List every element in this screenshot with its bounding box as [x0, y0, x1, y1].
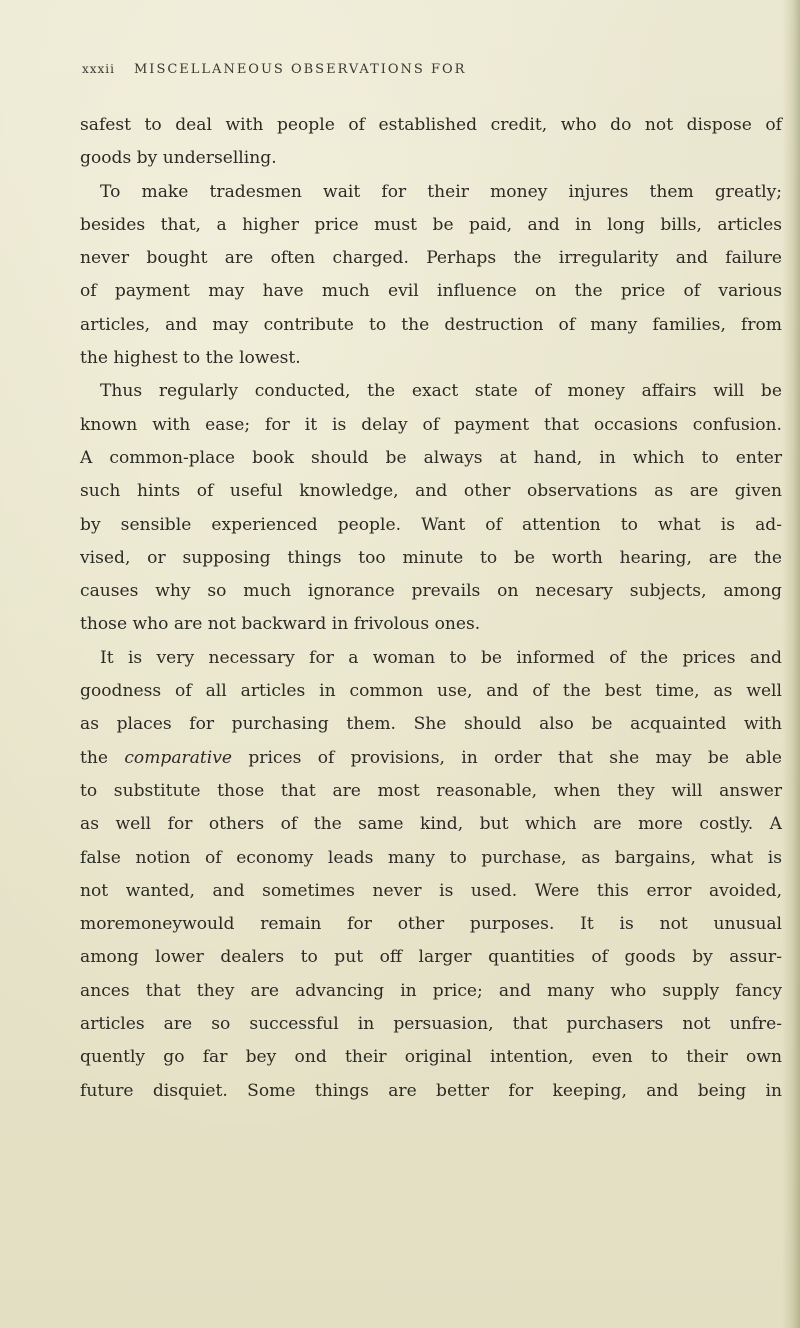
- text-line: safest to deal with people of established credit, who do not dispose of: [80, 115, 782, 135]
- text-line: known with ease; for it is delay of payment that occasions confusion.: [80, 414, 782, 435]
- text-line: never bought are often charged. Perhaps the irregularity and failure: [80, 248, 782, 269]
- text-line: causes why so much ignorance prevails on necesary subjects, among: [80, 581, 782, 602]
- text-line: vised, or supposing things too minute to be worth hearing, are the: [80, 547, 782, 568]
- text-line: by sensible experienced people. Want of attention to what is ad-: [80, 514, 782, 535]
- body-text: [80, 109, 782, 1108]
- text-line: quently go far bey ond their original intention, even to their own: [80, 1047, 782, 1068]
- text-line: [80, 742, 782, 775]
- text-line: Thus regularly conducted, the exact state of money affairs will be: [100, 381, 782, 402]
- text-segment: prices of provisions, in order that she may be able: [232, 747, 783, 768]
- text-line: not wanted, and sometimes never is used. Were this error avoided,: [80, 880, 782, 901]
- text-line: among lower dealers to put off larger quantities of goods by assur-: [80, 947, 782, 968]
- running-head: [82, 62, 642, 86]
- text-line: articles, and may contribute to the destruction of many families, from: [80, 314, 782, 335]
- text-line: as well for others of the same kind, but which are more costly. A: [80, 814, 782, 835]
- text-line: future disquiet. Some things are better for keeping, and being in: [80, 1080, 782, 1101]
- text-line: A common-place book should be always at hand, in which to enter: [80, 447, 782, 468]
- text-line: false notion of economy leads many to purchase, as bargains, what is: [80, 847, 782, 868]
- text-line: articles are so successful in persuasion, that purchasers not unfre-: [80, 1014, 782, 1035]
- page-number: xxxii: [82, 62, 115, 76]
- text-line: such hints of useful knowledge, and other observations as are given: [80, 481, 782, 502]
- text-line: besides that, a higher price must be paid, and in long bills, articles: [80, 214, 782, 235]
- text-line: ances that they are advancing in price; and many who supply fancy: [80, 980, 782, 1001]
- text-line: those who are not backward in frivolous ones.: [80, 614, 481, 635]
- text-line: goodness of all articles in common use, and of the best time, as well: [80, 681, 782, 702]
- text-line: the highest to the lowest.: [80, 348, 301, 369]
- text-line: to substitute those that are most reasonable, when they will answer: [80, 780, 782, 801]
- text-line: moremoneywould remain for other purposes. It is not unusual: [80, 914, 782, 935]
- text-line: goods by underselling.: [80, 148, 277, 169]
- text-segment: the: [80, 747, 125, 768]
- italic-word: comparative: [124, 747, 233, 768]
- running-head-title: MISCELLANEOUS OBSERVATIONS FOR: [134, 62, 467, 77]
- text-line: as places for purchasing them. She should also be acquainted with: [80, 714, 782, 735]
- text-line: To make tradesmen wait for their money injures them greatly;: [100, 181, 782, 202]
- text-line: of payment may have much evil influence on the price of various: [80, 281, 782, 302]
- text-line: It is very necessary for a woman to be informed of the prices and: [100, 647, 782, 668]
- page-edge-shadow: [782, 0, 800, 1328]
